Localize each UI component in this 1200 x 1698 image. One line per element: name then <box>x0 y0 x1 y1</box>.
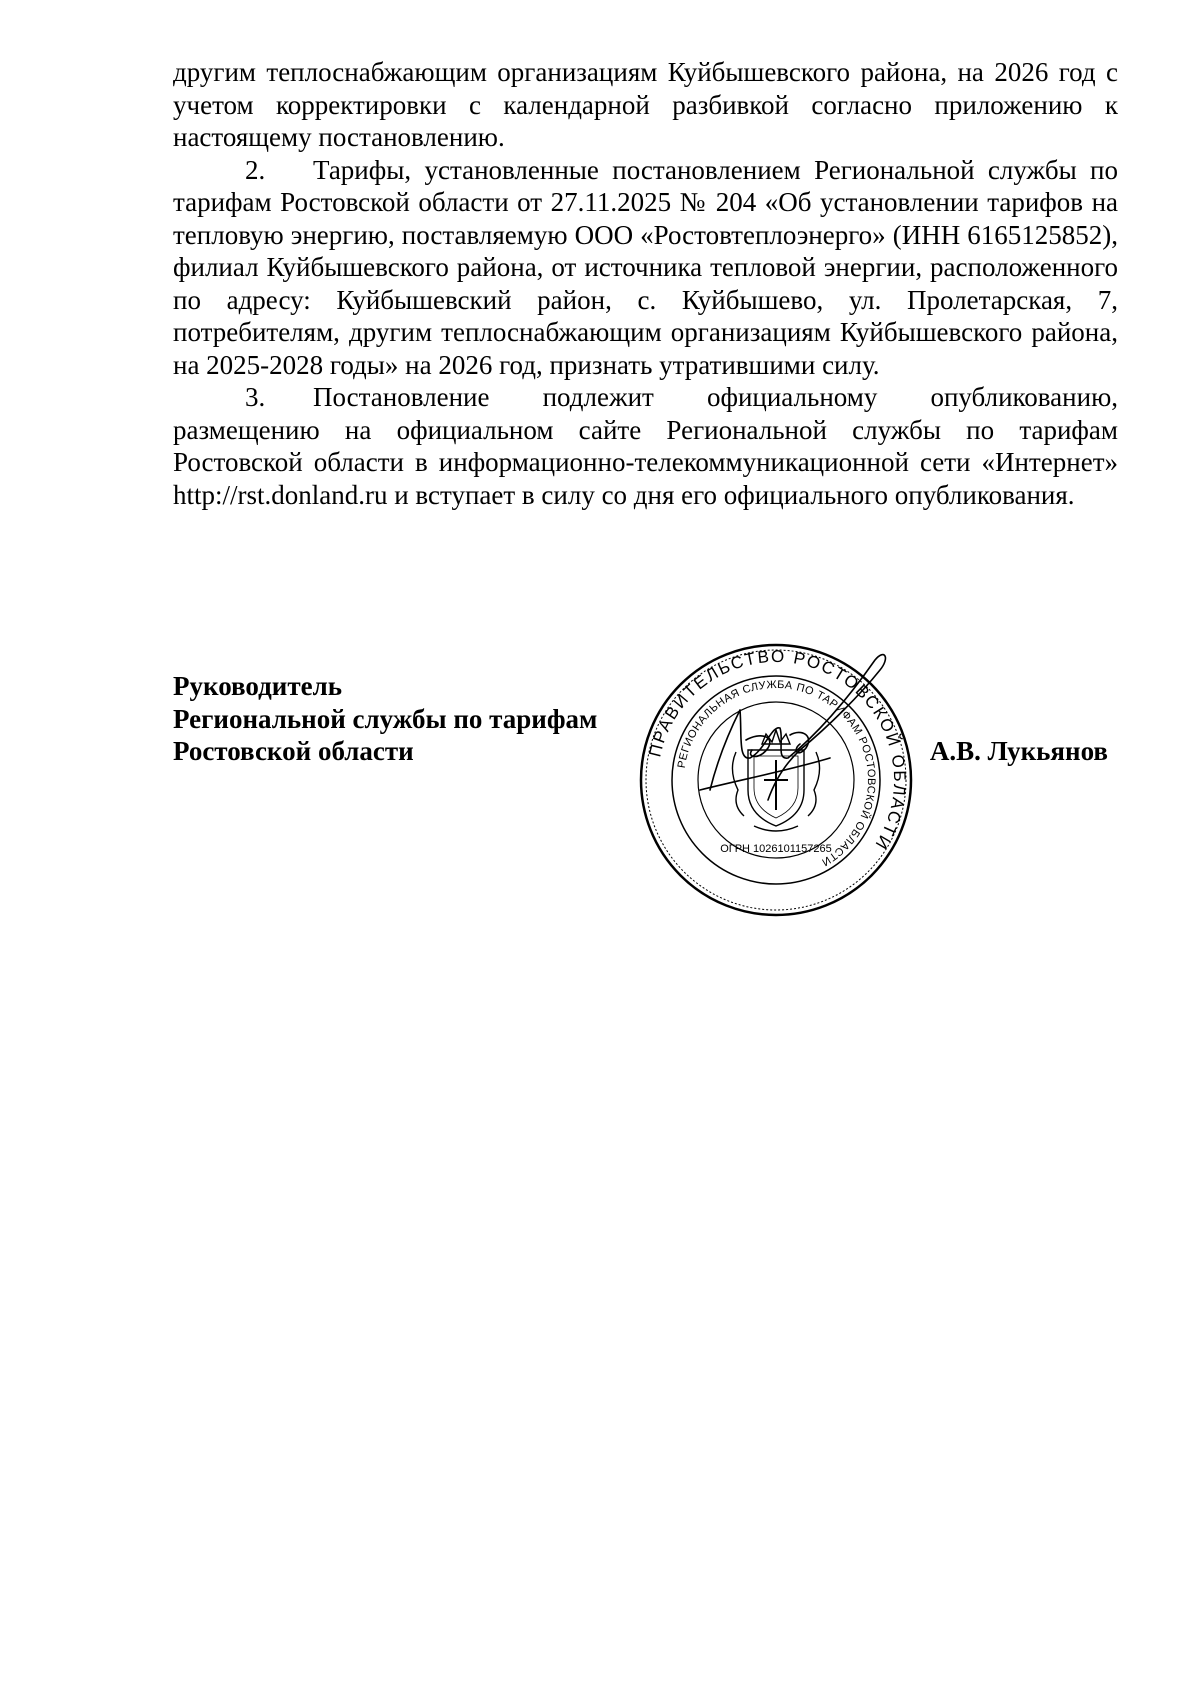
paragraph-3-number: 3. <box>245 382 266 412</box>
paragraph-3-text: Постановление подлежит официальному опубликованию, размещению на официальном сайте Региональной службы по тарифам Ростовской области в информационно-телекоммуникационной сети «Интернет» http://rst.donland.ru и вступает в силу со дня его официального опубликования. <box>173 382 1118 510</box>
signatory-title-line-1: Руководитель <box>173 671 343 701</box>
paragraph-2-number: 2. <box>245 154 266 185</box>
seal-outer-text: ПРАВИТЕЛЬСТВО РОСТОВСКОЙ ОБЛАСТИ <box>645 646 910 854</box>
paragraph-2 <box>173 154 1118 382</box>
paragraph-3 <box>173 381 1118 511</box>
signatory-title-line-2: Региональной службы по тарифам <box>173 703 598 734</box>
paragraph-2-text: Тарифы, установленные постановлением Региональной службы по тарифам Ростовской области от 27.11.2025 № 204 «Об установлении тарифов на тепловую энергию, поставляемую ООО «Ростовтеплоэнерго» (ИНН 6165125852), филиал Куйбышевского района, от источника тепловой энергии, расположенного по адресу: Куйбышевский район, с. Куйбышево, ул. Пролетарская, 7, потребителям, другим теплоснабжающим организациям Куйбышевского района, на 2025-2028 годы» на 2026 год, признать утратившими силу. <box>173 154 1118 380</box>
seal-ogrn: ОГРН 1026101157265 <box>720 843 832 855</box>
signatory-title-line-3: Ростовской области <box>173 736 414 766</box>
paragraph-1: другим теплоснабжающим организациям Куйбышевского района, на 2026 год с учетом корректировки с календарной разбивкой согласно приложению к настоящему постановлению. <box>173 57 1118 152</box>
seal-inner-text: РЕГИОНАЛЬНАЯ СЛУЖБА ПО ТАРИФАМ РОСТОВСКОЙ ОБЛАСТИ <box>675 678 878 869</box>
document-body <box>173 56 1118 511</box>
handwritten-signature <box>680 640 910 820</box>
signatory-name: А.В. Лукьянов <box>929 736 1108 766</box>
